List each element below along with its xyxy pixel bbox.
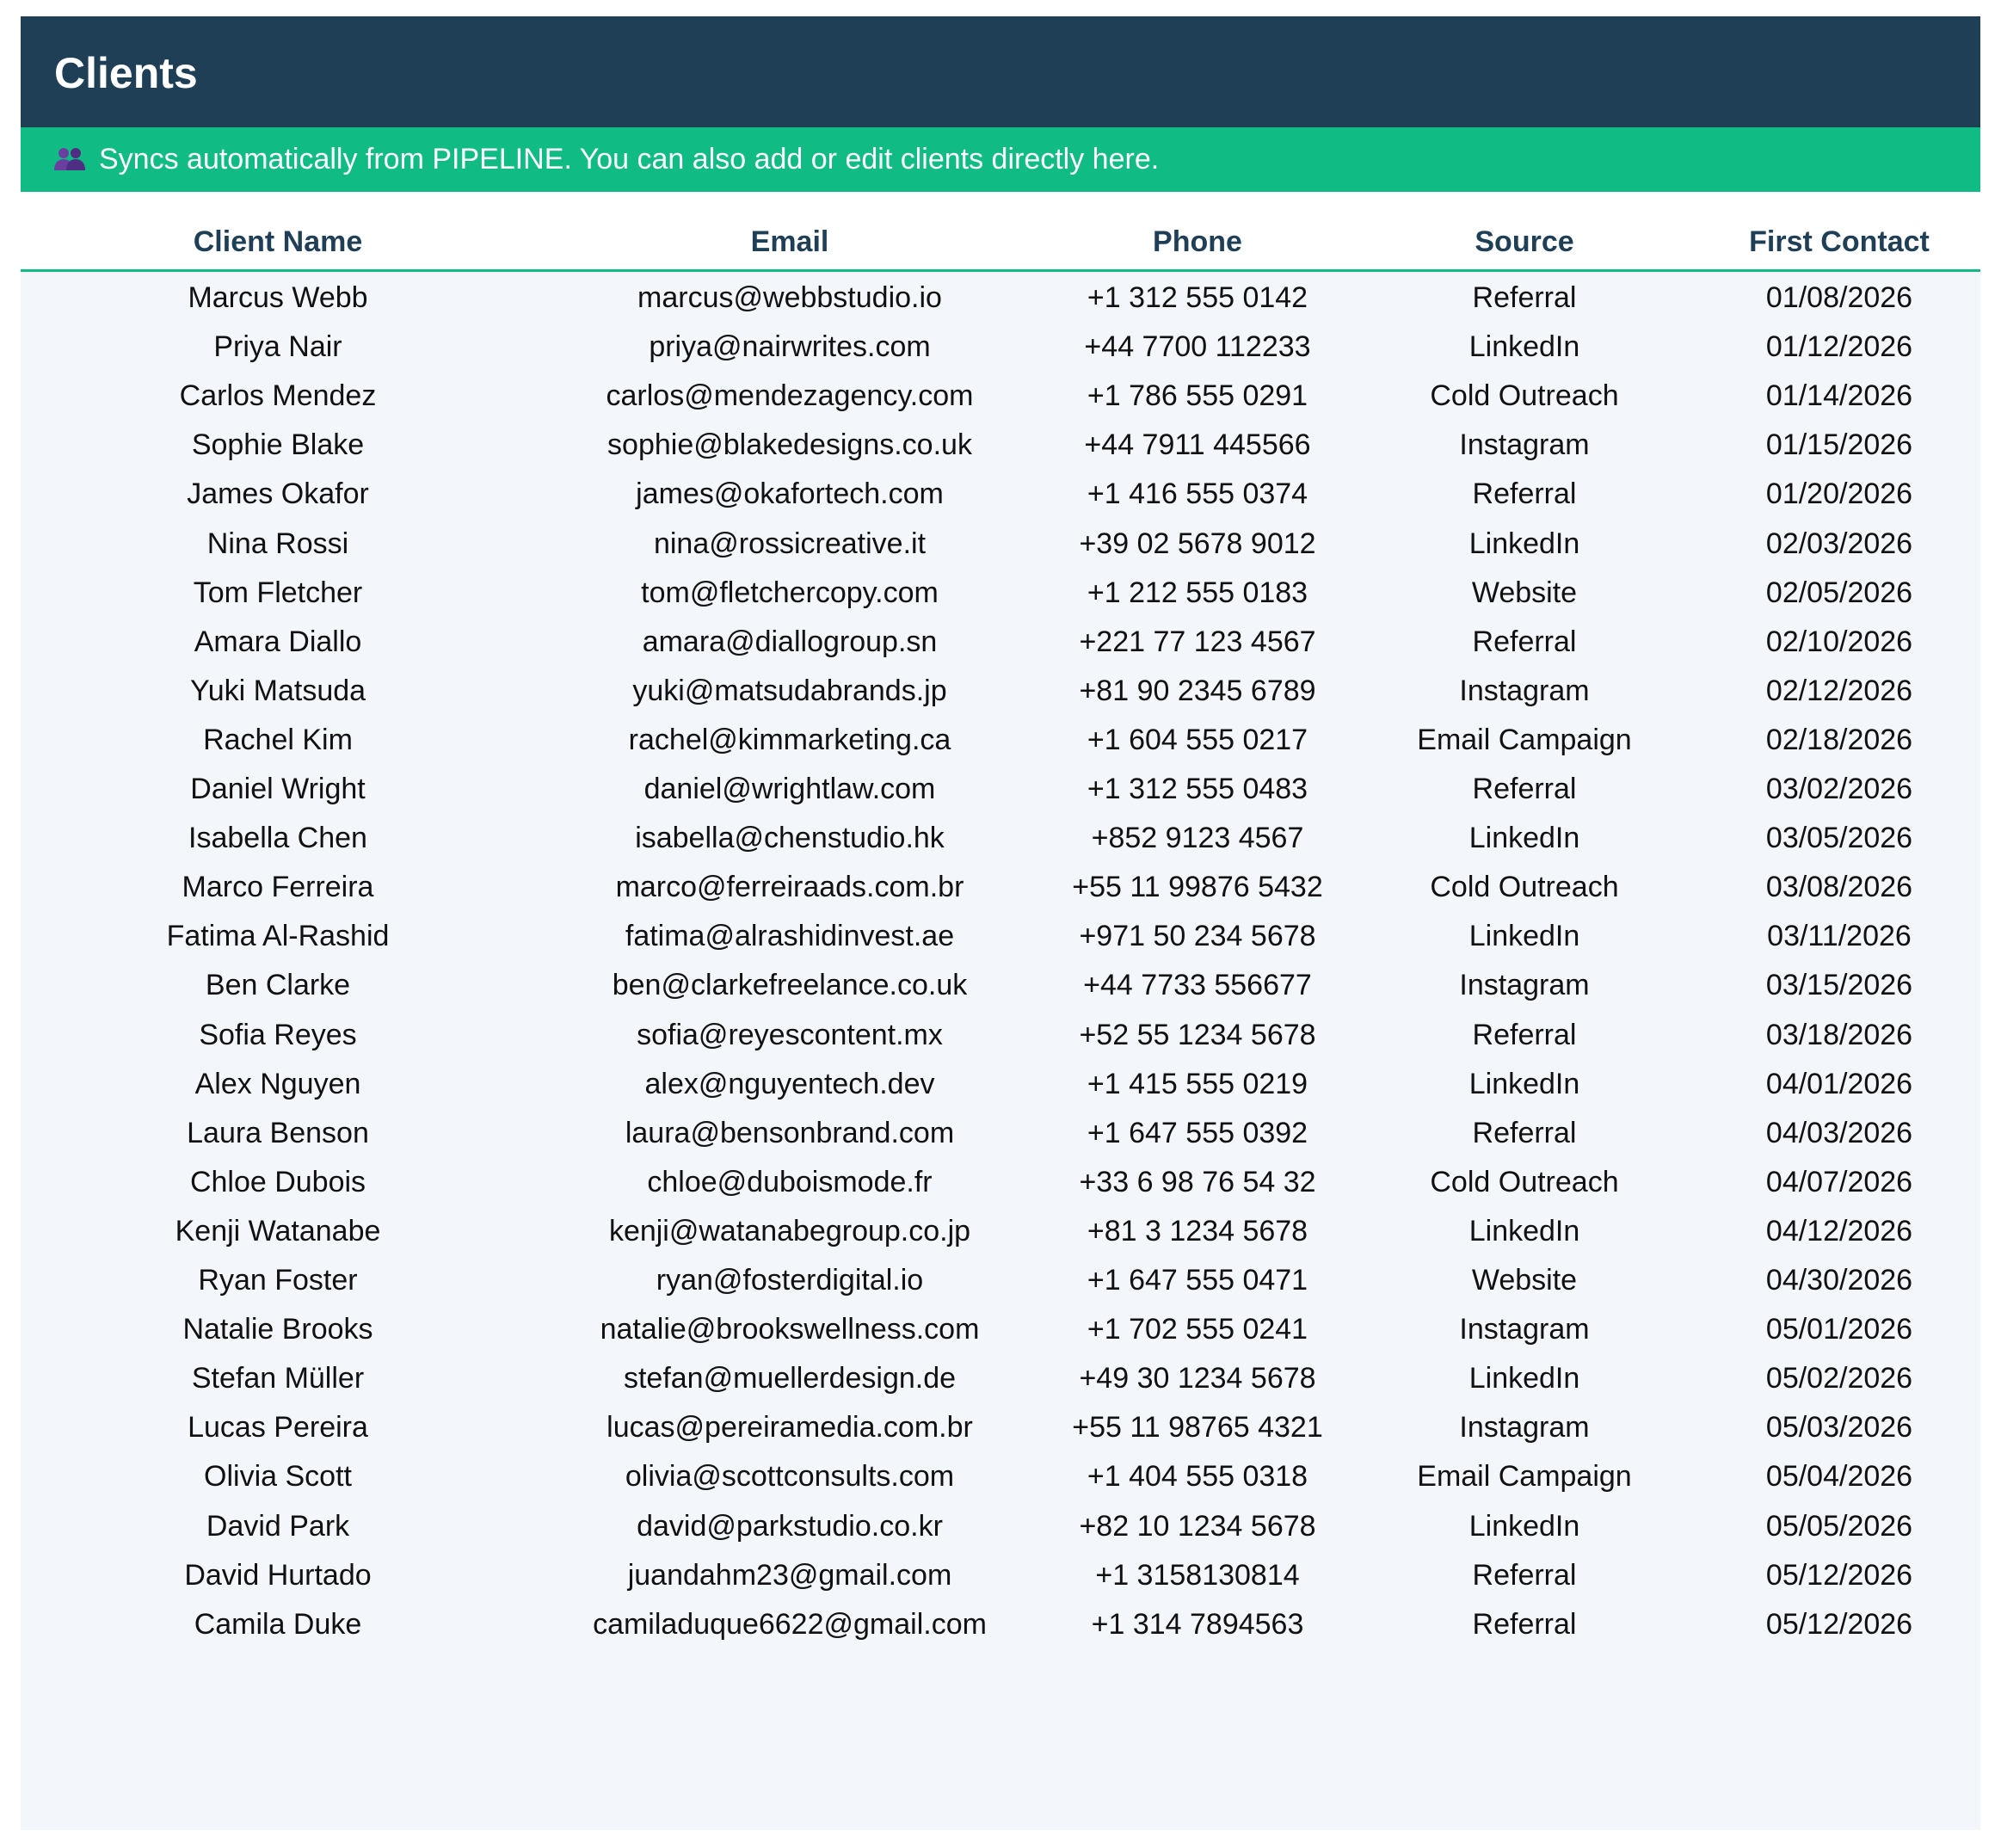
email-cell[interactable]: nina@rossicreative.it	[653, 527, 927, 560]
first-contact-cell[interactable]: 04/07/2026	[1765, 1165, 1913, 1198]
first-contact-cell[interactable]: 01/08/2026	[1765, 281, 1913, 314]
source-cell[interactable]: LinkedIn	[1468, 1509, 1580, 1543]
table-row	[21, 912, 1980, 961]
client-name-cell[interactable]: Yuki Matsuda	[189, 674, 366, 707]
first-contact-cell[interactable]: 05/02/2026	[1765, 1362, 1913, 1395]
client-name-cell[interactable]: James Okafor	[187, 477, 369, 511]
phone-cell[interactable]: +1 702 555 0241	[1087, 1313, 1308, 1346]
source-cell[interactable]: Referral	[1472, 281, 1577, 314]
first-contact-cell[interactable]: 04/03/2026	[1765, 1116, 1913, 1149]
table-row	[21, 1452, 1980, 1501]
first-contact-cell[interactable]: 04/30/2026	[1765, 1264, 1913, 1297]
client-name-cell[interactable]: Amara Diallo	[194, 625, 362, 658]
table-row	[21, 421, 1980, 470]
table-row	[21, 1207, 1980, 1256]
email-cell[interactable]: rachel@kimmarketing.ca	[628, 723, 951, 756]
phone-cell[interactable]: +44 7700 112233	[1084, 330, 1311, 364]
first-contact-cell[interactable]: 02/05/2026	[1765, 576, 1913, 609]
email-cell[interactable]: lucas@pereiramedia.com.br	[606, 1411, 973, 1445]
source-cell[interactable]: Referral	[1472, 1116, 1577, 1149]
source-cell[interactable]: Instagram	[1459, 969, 1590, 1002]
phone-cell[interactable]: +1 314 7894563	[1091, 1607, 1304, 1641]
email-cell[interactable]: daniel@wrightlaw.com	[643, 773, 936, 805]
client-name-cell[interactable]: Lucas Pereira	[188, 1411, 368, 1445]
phone-cell[interactable]: +1 604 555 0217	[1087, 723, 1308, 756]
source-cell[interactable]: LinkedIn	[1468, 1214, 1580, 1247]
table-row	[21, 961, 1980, 1010]
table-row	[21, 569, 1980, 618]
first-contact-cell[interactable]: 01/20/2026	[1765, 477, 1913, 511]
table-row	[21, 1011, 1980, 1060]
first-contact-cell[interactable]: 02/12/2026	[1765, 674, 1913, 707]
first-contact-cell[interactable]: 01/12/2026	[1765, 330, 1913, 364]
column-header-source[interactable]: Source	[1475, 225, 1574, 258]
email-cell[interactable]: juandahm23@gmail.com	[627, 1558, 952, 1592]
email-cell[interactable]: marco@ferreiraads.com.br	[615, 871, 964, 904]
source-cell[interactable]: Instagram	[1459, 428, 1590, 462]
phone-cell[interactable]: +49 30 1234 5678	[1079, 1362, 1316, 1395]
table-row	[21, 667, 1980, 716]
page-title[interactable]: Clients	[54, 49, 198, 97]
column-header-phone[interactable]: Phone	[1153, 225, 1242, 258]
client-name-cell[interactable]: Alex Nguyen	[194, 1067, 361, 1100]
phone-cell[interactable]: +1 647 555 0392	[1087, 1116, 1308, 1149]
client-name-cell[interactable]: Kenji Watanabe	[175, 1214, 381, 1247]
client-name-cell[interactable]: Chloe Dubois	[189, 1165, 366, 1198]
client-name-cell[interactable]: David Hurtado	[184, 1558, 372, 1592]
first-contact-cell[interactable]: 03/18/2026	[1765, 1018, 1913, 1051]
table-row	[21, 1305, 1980, 1354]
table-row	[21, 1109, 1980, 1158]
phone-cell[interactable]: +81 90 2345 6789	[1079, 674, 1316, 707]
client-name-cell[interactable]: Tom Fletcher	[193, 576, 363, 609]
source-cell[interactable]: Referral	[1472, 1558, 1577, 1592]
source-cell[interactable]: Referral	[1472, 1018, 1577, 1051]
clients-sheet	[21, 16, 1980, 1830]
source-cell[interactable]: LinkedIn	[1468, 527, 1580, 560]
phone-cell[interactable]: +1 312 555 0142	[1087, 281, 1308, 314]
client-name-cell[interactable]: Ben Clarke	[205, 969, 351, 1002]
client-name-cell[interactable]: Fatima Al-Rashid	[166, 920, 390, 953]
source-cell[interactable]: Website	[1471, 1264, 1578, 1297]
table-row	[21, 274, 1980, 323]
first-contact-cell[interactable]: 05/03/2026	[1765, 1411, 1913, 1445]
people-icon	[52, 145, 87, 174]
client-name-cell[interactable]: Laura Benson	[187, 1116, 369, 1149]
email-cell[interactable]: yuki@matsudabrands.jp	[632, 674, 947, 707]
email-cell[interactable]: ryan@fosterdigital.io	[656, 1264, 924, 1297]
table-body	[21, 272, 1980, 1830]
email-cell[interactable]: marcus@webbstudio.io	[637, 281, 942, 314]
email-cell[interactable]: natalie@brookswellness.com	[600, 1313, 980, 1346]
client-name-cell[interactable]: Sofia Reyes	[199, 1018, 357, 1051]
sync-banner-text: Syncs automatically from PIPELINE. You can also add or edit clients directly here.	[99, 143, 1160, 176]
source-cell[interactable]: Cold Outreach	[1430, 379, 1619, 413]
client-name-cell[interactable]: Stefan Müller	[191, 1362, 365, 1395]
client-name-cell[interactable]: Priya Nair	[213, 330, 342, 364]
client-name-cell[interactable]: Camila Duke	[194, 1607, 362, 1641]
first-contact-cell[interactable]: 04/01/2026	[1765, 1067, 1913, 1100]
email-cell[interactable]: laura@bensonbrand.com	[625, 1116, 955, 1149]
email-cell[interactable]: alex@nguyentech.dev	[644, 1067, 935, 1100]
email-cell[interactable]: camiladuque6622@gmail.com	[593, 1607, 987, 1641]
table-row	[21, 470, 1980, 519]
phone-cell[interactable]: +39 02 5678 9012	[1079, 527, 1316, 560]
phone-cell[interactable]: +44 7911 445566	[1084, 428, 1311, 462]
source-cell[interactable]: LinkedIn	[1468, 1362, 1580, 1395]
first-contact-cell[interactable]: 02/03/2026	[1765, 527, 1913, 560]
table-row	[21, 1060, 1980, 1109]
source-cell[interactable]: LinkedIn	[1468, 1067, 1580, 1100]
table-row	[21, 765, 1980, 814]
table-row	[21, 1354, 1980, 1403]
first-contact-cell[interactable]: 05/05/2026	[1765, 1509, 1913, 1543]
first-contact-cell[interactable]: 05/12/2026	[1765, 1607, 1913, 1641]
email-cell[interactable]: david@parkstudio.co.kr	[637, 1509, 943, 1543]
phone-cell[interactable]: +1 3158130814	[1095, 1558, 1300, 1592]
client-name-cell[interactable]: Sophie Blake	[191, 428, 365, 462]
column-header-email[interactable]: Email	[750, 225, 829, 258]
phone-cell[interactable]: +81 3 1234 5678	[1087, 1214, 1308, 1247]
email-cell[interactable]: james@okafortech.com	[636, 477, 944, 511]
source-cell[interactable]: Referral	[1472, 1607, 1577, 1641]
table-row	[21, 323, 1980, 372]
source-cell[interactable]: Cold Outreach	[1430, 871, 1619, 904]
client-name-cell[interactable]: Marco Ferreira	[182, 871, 374, 904]
table-row	[21, 372, 1980, 421]
client-name-cell[interactable]: Marcus Webb	[188, 281, 368, 314]
source-cell[interactable]: LinkedIn	[1468, 330, 1580, 364]
email-cell[interactable]: isabella@chenstudio.hk	[635, 822, 945, 855]
client-name-cell[interactable]: Rachel Kim	[203, 723, 353, 756]
table-row	[21, 716, 1980, 765]
client-name-cell[interactable]: Olivia Scott	[204, 1460, 352, 1494]
phone-cell[interactable]: +971 50 234 5678	[1079, 920, 1316, 953]
table-row	[21, 1256, 1980, 1305]
phone-cell[interactable]: +852 9123 4567	[1091, 822, 1304, 855]
email-cell[interactable]: chloe@duboismode.fr	[647, 1165, 933, 1198]
source-cell[interactable]: Referral	[1472, 477, 1577, 511]
phone-cell[interactable]: +1 647 555 0471	[1087, 1264, 1308, 1297]
phone-cell[interactable]: +1 416 555 0374	[1087, 477, 1308, 511]
source-cell[interactable]: Referral	[1472, 625, 1577, 658]
first-contact-cell[interactable]: 03/08/2026	[1765, 871, 1913, 904]
phone-cell[interactable]: +82 10 1234 5678	[1079, 1509, 1316, 1543]
source-cell[interactable]: Email Campaign	[1417, 1460, 1632, 1494]
title-bar	[21, 16, 1980, 127]
table-row	[21, 520, 1980, 569]
email-cell[interactable]: ben@clarkefreelance.co.uk	[612, 969, 968, 1002]
source-cell[interactable]: Instagram	[1459, 1411, 1590, 1445]
email-cell[interactable]: carlos@mendezagency.com	[606, 379, 974, 413]
first-contact-cell[interactable]: 05/04/2026	[1765, 1460, 1913, 1494]
first-contact-cell[interactable]: 05/12/2026	[1765, 1558, 1913, 1592]
email-cell[interactable]: priya@nairwrites.com	[649, 330, 931, 364]
email-cell[interactable]: sofia@reyescontent.mx	[637, 1018, 943, 1051]
table-row	[21, 863, 1980, 912]
email-cell[interactable]: stefan@muellerdesign.de	[623, 1362, 957, 1395]
first-contact-cell[interactable]: 03/11/2026	[1767, 920, 1912, 953]
table-row	[21, 618, 1980, 667]
source-cell[interactable]: Referral	[1472, 773, 1577, 805]
email-cell[interactable]: fatima@alrashidinvest.ae	[625, 920, 955, 953]
phone-cell[interactable]: +1 786 555 0291	[1087, 379, 1308, 413]
first-contact-cell[interactable]: 02/18/2026	[1765, 723, 1913, 756]
phone-cell[interactable]: +1 212 555 0183	[1087, 576, 1308, 609]
source-cell[interactable]: Website	[1471, 576, 1578, 609]
email-cell[interactable]: sophie@blakedesigns.co.uk	[607, 428, 972, 462]
table-row	[21, 1502, 1980, 1551]
client-name-cell[interactable]: Nina Rossi	[206, 527, 349, 560]
source-cell[interactable]: Instagram	[1459, 1313, 1590, 1346]
source-cell[interactable]: Instagram	[1459, 674, 1590, 707]
table-header	[21, 207, 1980, 269]
email-cell[interactable]: amara@diallogroup.sn	[642, 625, 938, 658]
phone-cell[interactable]: +44 7733 556677	[1083, 969, 1312, 1002]
first-contact-cell[interactable]: 01/15/2026	[1765, 428, 1913, 462]
client-name-cell[interactable]: Carlos Mendez	[179, 379, 377, 413]
first-contact-cell[interactable]: 05/01/2026	[1765, 1313, 1913, 1346]
client-name-cell[interactable]: David Park	[206, 1509, 350, 1543]
first-contact-cell[interactable]: 02/10/2026	[1765, 625, 1913, 658]
source-cell[interactable]: Email Campaign	[1417, 723, 1632, 756]
phone-cell[interactable]: +221 77 123 4567	[1079, 625, 1316, 658]
phone-cell[interactable]: +33 6 98 76 54 32	[1079, 1165, 1316, 1198]
phone-cell[interactable]: +52 55 1234 5678	[1079, 1018, 1316, 1051]
first-contact-cell[interactable]: 04/12/2026	[1765, 1214, 1913, 1247]
email-cell[interactable]: tom@fletchercopy.com	[641, 576, 939, 609]
table-row	[21, 1158, 1980, 1207]
sync-banner	[21, 127, 1980, 192]
column-header-client-name[interactable]: Client Name	[193, 225, 363, 258]
source-cell[interactable]: Cold Outreach	[1430, 1165, 1619, 1198]
source-cell[interactable]: LinkedIn	[1468, 822, 1580, 855]
phone-cell[interactable]: +1 415 555 0219	[1087, 1067, 1308, 1100]
email-cell[interactable]: kenji@watanabegroup.co.jp	[608, 1214, 971, 1247]
client-name-cell[interactable]: Ryan Foster	[198, 1264, 358, 1297]
phone-cell[interactable]: +1 312 555 0483	[1087, 773, 1308, 805]
table-row	[21, 1551, 1980, 1600]
client-name-cell[interactable]: Natalie Brooks	[182, 1313, 373, 1346]
column-header-first-contact[interactable]: First Contact	[1749, 225, 1930, 258]
phone-cell[interactable]: +1 404 555 0318	[1087, 1460, 1308, 1494]
first-contact-cell[interactable]: 03/15/2026	[1765, 969, 1913, 1002]
source-cell[interactable]: LinkedIn	[1468, 920, 1580, 953]
table-row	[21, 1403, 1980, 1452]
first-contact-cell[interactable]: 01/14/2026	[1765, 379, 1913, 413]
first-contact-cell[interactable]: 03/05/2026	[1765, 822, 1913, 855]
phone-cell[interactable]: +55 11 98765 4321	[1072, 1411, 1323, 1445]
client-name-cell[interactable]: Daniel Wright	[190, 773, 366, 805]
email-cell[interactable]: olivia@scottconsults.com	[625, 1460, 955, 1494]
phone-cell[interactable]: +55 11 99876 5432	[1072, 871, 1323, 904]
first-contact-cell[interactable]: 03/02/2026	[1765, 773, 1913, 805]
table-row	[21, 814, 1980, 863]
client-name-cell[interactable]: Isabella Chen	[188, 822, 367, 855]
table-row	[21, 1600, 1980, 1649]
